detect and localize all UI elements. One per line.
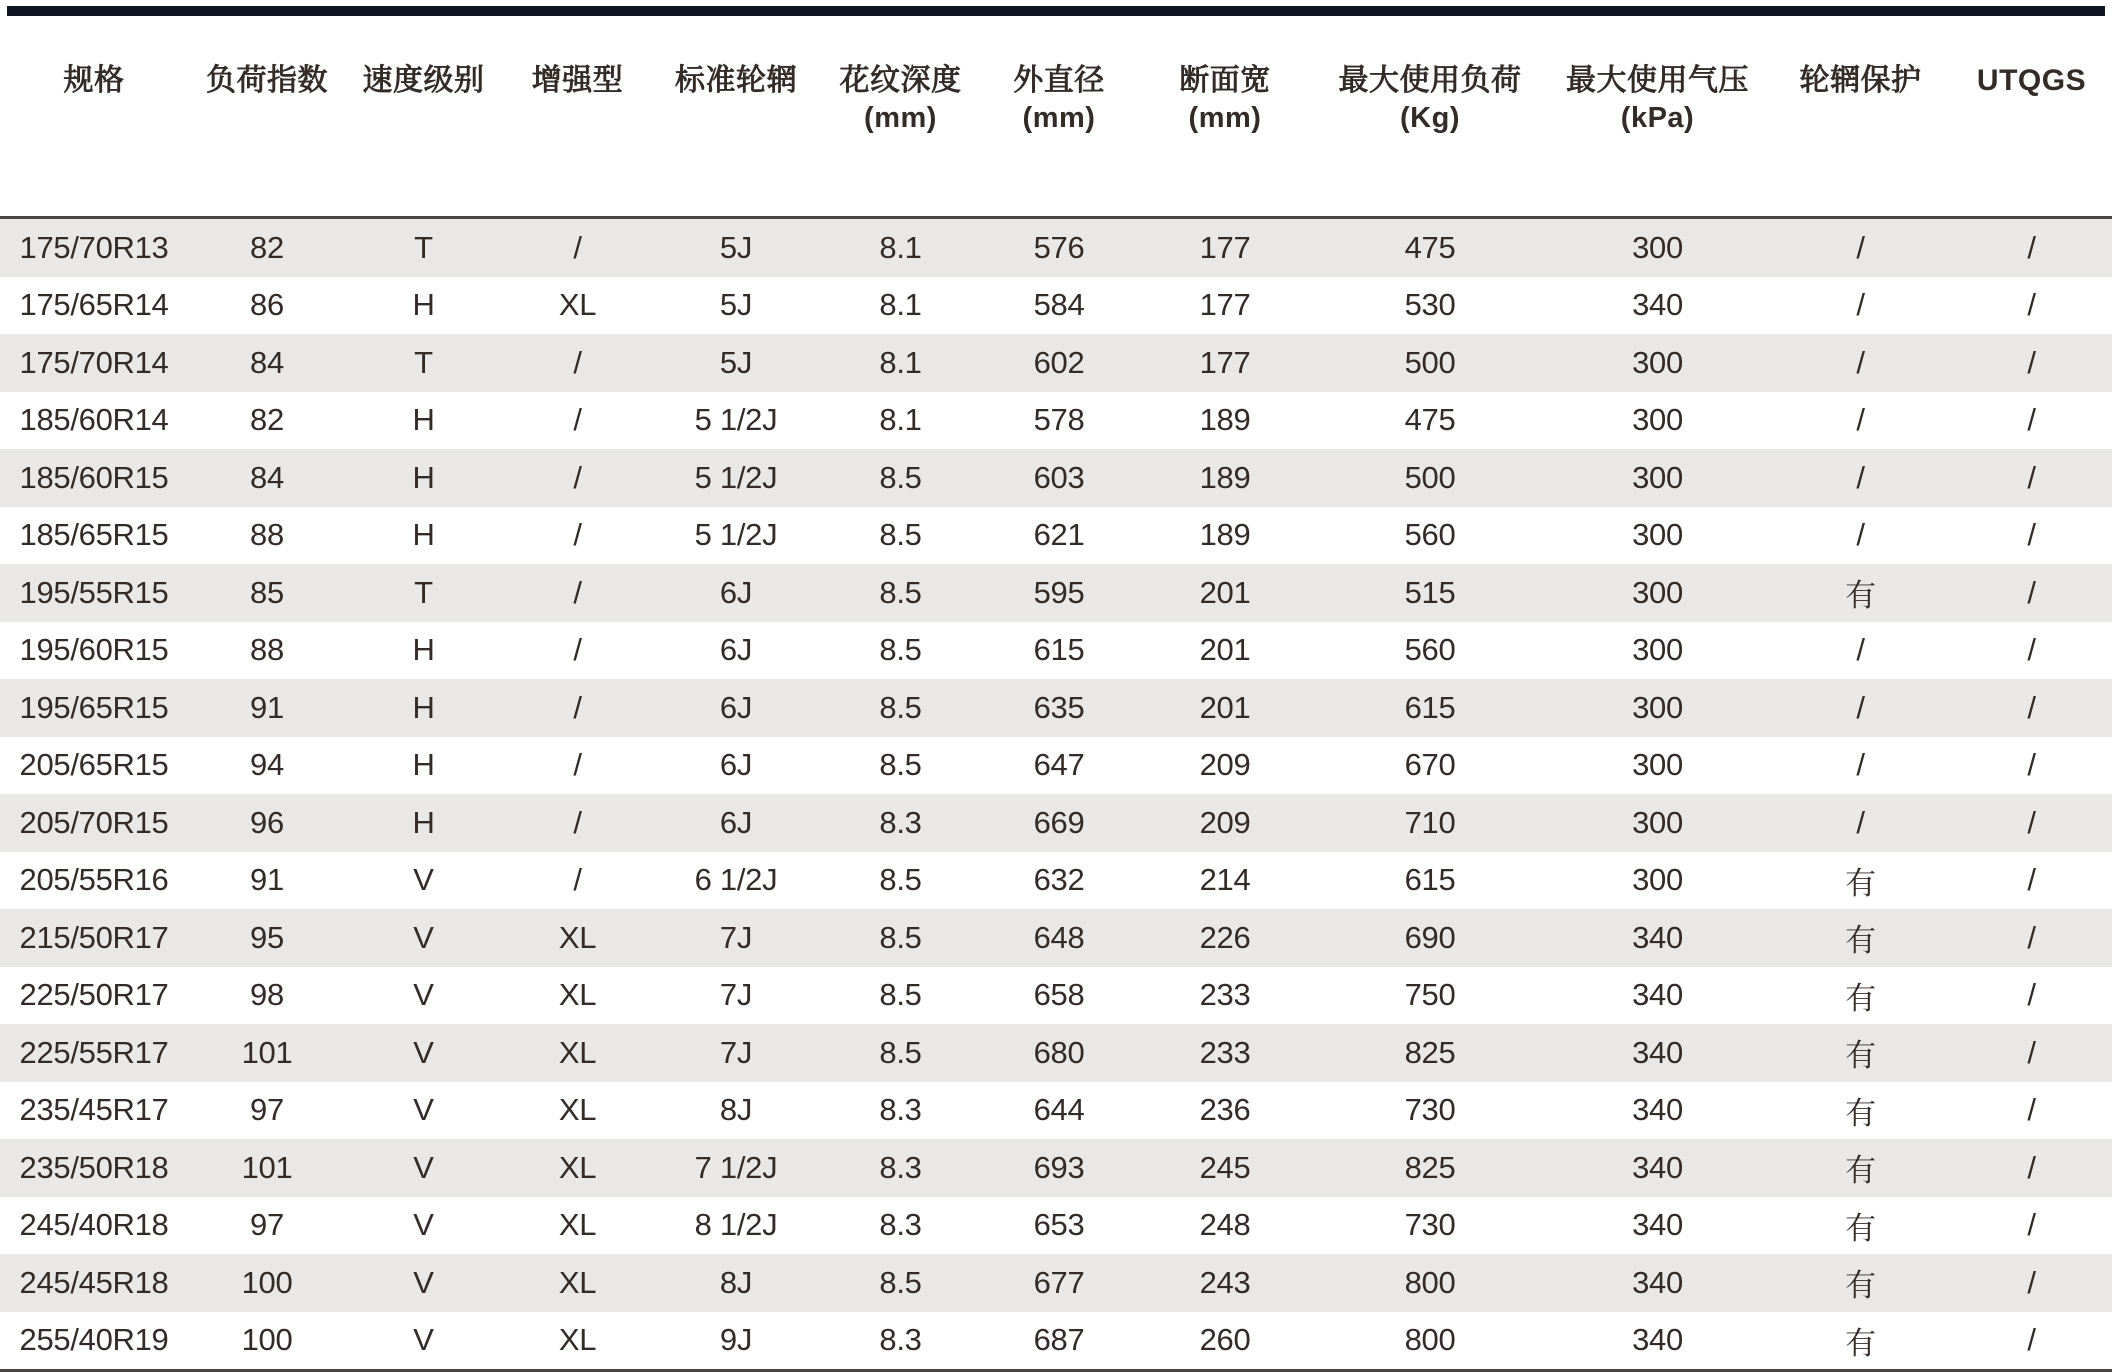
table-cell: 693 [1033, 1149, 1085, 1185]
table-row [0, 1024, 2112, 1082]
table-cell: 201 [1199, 689, 1251, 725]
table-cell: T [414, 229, 433, 265]
table-cell: 615 [1404, 689, 1456, 725]
table-cell: / [1856, 747, 1865, 783]
column-header [654, 0, 818, 218]
table-cell: 340 [1632, 1149, 1683, 1185]
table-cell: V [413, 1034, 434, 1070]
table-cell: 有 [1845, 865, 1876, 901]
table-cell: 195/55R15 [19, 574, 169, 610]
table-cell: 680 [1033, 1034, 1085, 1070]
table-cell: T [414, 574, 433, 610]
column-header-unit: (Kg) [1400, 102, 1460, 134]
table-cell: 100 [241, 1264, 293, 1300]
table-cell: 300 [1632, 689, 1683, 725]
column-header-label: 断面宽 [1179, 64, 1271, 97]
table-cell: 8.1 [879, 344, 922, 380]
table-cell: 300 [1632, 804, 1683, 840]
table-cell: 300 [1632, 344, 1683, 380]
table-cell: 225/55R17 [19, 1034, 169, 1070]
table-cell: / [2027, 1264, 2036, 1300]
table-cell: 91 [250, 862, 284, 898]
table-cell: 84 [250, 344, 284, 380]
table-cell: 97 [250, 1207, 284, 1243]
table-cell: 88 [250, 632, 284, 668]
table-cell: 632 [1033, 862, 1085, 898]
table-cell: 235/45R17 [19, 1092, 169, 1128]
column-header-label: 标准轮辋 [675, 64, 797, 97]
table-cell: 226 [1199, 919, 1251, 955]
table-cell: 730 [1404, 1207, 1456, 1243]
column-header [1315, 0, 1545, 218]
table-cell: / [2027, 344, 2036, 380]
table-row [0, 967, 2112, 1025]
table-cell: 95 [250, 919, 284, 955]
table-cell: 5 1/2J [694, 517, 778, 553]
table-cell: 615 [1033, 632, 1085, 668]
table-row [0, 794, 2112, 852]
table-cell: 94 [250, 747, 284, 783]
table-cell: / [573, 402, 582, 438]
table-cell: 225/50R17 [19, 977, 169, 1013]
column-header [188, 0, 346, 218]
table-cell: / [1856, 517, 1865, 553]
table-cell: 101 [241, 1034, 293, 1070]
table-cell: 687 [983, 1312, 1135, 1371]
table-row [0, 909, 2112, 967]
table-cell: 245/40R18 [19, 1207, 169, 1243]
column-header-label: 轮辋保护 [1799, 64, 1922, 97]
table-cell: 185/65R15 [19, 517, 169, 553]
table-cell: / [1856, 804, 1865, 840]
table-cell: 750 [1404, 977, 1456, 1013]
table-cell: 235/50R18 [19, 1149, 169, 1185]
table-cell: 340 [1632, 1092, 1683, 1128]
header-row [0, 0, 2112, 218]
table-cell: 177 [1199, 344, 1251, 380]
table-cell: / [1856, 632, 1865, 668]
table-cell: / [573, 689, 582, 725]
table-header [0, 0, 2112, 218]
table-cell: 8.1 [879, 229, 922, 265]
table-cell: 8.3 [879, 1149, 922, 1185]
table-cell: 475 [1404, 402, 1456, 438]
table-cell: 84 [250, 459, 284, 495]
column-header-label: 增强型 [531, 64, 624, 97]
table-cell: / [2027, 402, 2036, 438]
table-cell: 175/70R14 [19, 344, 169, 380]
table-cell: XL [558, 1092, 597, 1128]
table-cell: 8.5 [879, 919, 922, 955]
table-row [0, 277, 2112, 335]
table-cell: XL [558, 919, 597, 955]
table-cell: 243 [1199, 1264, 1251, 1300]
column-header-label: 花纹深度 [839, 64, 962, 97]
table-cell: 8.3 [879, 1092, 922, 1128]
table-cell: 5J [719, 344, 753, 380]
table-cell: 621 [1033, 517, 1085, 553]
table-cell: 5 1/2J [694, 459, 778, 495]
table-cell: V [413, 977, 434, 1013]
table-cell: 177 [1199, 287, 1251, 323]
table-row [0, 507, 2112, 565]
table-cell: 5J [719, 287, 753, 323]
table-cell: 201 [1199, 574, 1251, 610]
table-cell: 185/60R15 [19, 459, 169, 495]
table-cell: 635 [1033, 689, 1085, 725]
table-cell: 615 [1404, 862, 1456, 898]
table-cell: 475 [1404, 229, 1456, 265]
table-cell: XL [558, 1034, 597, 1070]
table-row [0, 218, 2112, 277]
table-cell: 6J [719, 632, 753, 668]
table-cell: 500 [1404, 344, 1456, 380]
table-cell: 195/65R15 [19, 689, 169, 725]
column-header [0, 0, 188, 218]
table-cell: / [573, 804, 582, 840]
table-cell: V [413, 1207, 434, 1243]
table-cell: 有 [1845, 1153, 1876, 1189]
table-row [0, 392, 2112, 450]
table-cell: V [346, 1312, 501, 1371]
table-cell: / [2027, 632, 2036, 668]
column-header-unit: (mm) [1188, 102, 1262, 134]
table-cell: / [2027, 1149, 2036, 1185]
table-cell: 647 [1033, 747, 1085, 783]
table-cell: 340 [1632, 1264, 1683, 1300]
table-cell: 201 [1199, 632, 1251, 668]
table-cell: 189 [1199, 517, 1251, 553]
table-cell: / [1856, 402, 1865, 438]
table-cell: 690 [1404, 919, 1456, 955]
table-cell: 340 [1632, 977, 1683, 1013]
table-cell: 500 [1404, 459, 1456, 495]
table-row [0, 622, 2112, 680]
table-cell: 8.5 [879, 459, 922, 495]
table-cell: 175/70R13 [19, 229, 169, 265]
table-cell: 340 [1632, 1034, 1683, 1070]
table-cell: H [412, 804, 435, 840]
table-cell: 有 [1845, 578, 1876, 614]
table-cell: 8.5 [879, 632, 922, 668]
table-cell: / [1856, 287, 1865, 323]
table-cell: 有 [1845, 1095, 1876, 1131]
column-header-label: 负荷指数 [206, 64, 328, 97]
table-cell: H [412, 747, 435, 783]
table-cell: V [413, 1092, 434, 1128]
table-cell: 9J [654, 1312, 818, 1371]
table-cell: / [573, 747, 582, 783]
table-cell: H [412, 689, 435, 725]
table-cell: / [2027, 459, 2036, 495]
table-cell: / [2027, 919, 2036, 955]
table-cell: / [573, 344, 582, 380]
table-cell: 175/65R14 [19, 287, 169, 323]
table-cell: / [2027, 287, 2036, 323]
table-cell: 205/55R16 [19, 862, 169, 898]
table-cell: 595 [1033, 574, 1085, 610]
table-cell: 300 [1632, 632, 1683, 668]
table-cell: 7 1/2J [694, 1149, 778, 1185]
column-header [983, 0, 1135, 218]
table-cell: 177 [1199, 229, 1251, 265]
table-cell: 8.5 [879, 977, 922, 1013]
table-cell: 205/65R15 [19, 747, 169, 783]
table-cell: / [1856, 689, 1865, 725]
table-cell: 85 [250, 574, 284, 610]
table-cell: 8.3 [879, 804, 922, 840]
table-cell: 730 [1404, 1092, 1456, 1128]
column-header [1951, 0, 2112, 218]
table-cell: V [413, 919, 434, 955]
table-cell: / [573, 574, 582, 610]
column-header-label: 规格 [63, 64, 125, 97]
table-cell: 82 [250, 402, 284, 438]
table-cell: 800 [1315, 1312, 1545, 1371]
table-cell: / [2027, 747, 2036, 783]
column-header-unit: (mm) [1022, 102, 1096, 134]
table-cell: 有 [1845, 1268, 1876, 1304]
table-cell: 236 [1199, 1092, 1251, 1128]
table-cell: 有 [1845, 980, 1876, 1016]
column-header [818, 0, 983, 218]
table-cell: 578 [1033, 402, 1085, 438]
table-cell: 300 [1632, 862, 1683, 898]
column-header-label: 最大使用气压 [1566, 64, 1749, 97]
table-cell: XL [558, 1149, 597, 1185]
table-cell: 91 [250, 689, 284, 725]
table-cell: 有 [1845, 1210, 1876, 1246]
table-cell: H [412, 402, 435, 438]
table-cell: 86 [250, 287, 284, 323]
table-cell: H [412, 517, 435, 553]
table-cell: / [573, 517, 582, 553]
table-cell: 560 [1404, 517, 1456, 553]
table-cell: 8.5 [879, 574, 922, 610]
column-header-unit: (kPa) [1620, 102, 1695, 134]
table-cell: 560 [1404, 632, 1456, 668]
table-cell: 300 [1632, 402, 1683, 438]
table-cell: 8.5 [879, 1034, 922, 1070]
table-cell: V [413, 862, 434, 898]
table-cell: / [2027, 1207, 2036, 1243]
column-header-label: 外直径 [1013, 64, 1105, 97]
table-cell: XL [558, 1207, 597, 1243]
table-cell: 215/50R17 [19, 919, 169, 955]
table-cell: / [1856, 459, 1865, 495]
table-cell: 515 [1404, 574, 1456, 610]
table-cell: 195/60R15 [19, 632, 169, 668]
table-cell: / [2027, 977, 2036, 1013]
table-cell: 530 [1404, 287, 1456, 323]
table-cell: 248 [1199, 1207, 1251, 1243]
table-cell: T [414, 344, 433, 380]
table-cell: 644 [1033, 1092, 1085, 1128]
table-cell: 677 [1033, 1264, 1085, 1300]
table-cell: 340 [1632, 1207, 1683, 1243]
table-cell: 8.5 [879, 517, 922, 553]
table-cell: / [2027, 689, 2036, 725]
table-cell: / [573, 632, 582, 668]
column-header [1770, 0, 1951, 218]
table-cell: 340 [1632, 287, 1683, 323]
table-cell: 340 [1632, 919, 1683, 955]
table-cell: 101 [241, 1149, 293, 1185]
table-cell: 82 [250, 229, 284, 265]
table-cell: 825 [1404, 1034, 1456, 1070]
table-cell: / [2027, 517, 2036, 553]
table-row [0, 679, 2112, 737]
table-cell: 255/40R19 [0, 1312, 188, 1371]
table-cell: 6J [719, 804, 753, 840]
table-cell: 205/70R15 [19, 804, 169, 840]
table-cell: 576 [1033, 229, 1085, 265]
table-cell: 8 1/2J [694, 1207, 778, 1243]
table-row [0, 1197, 2112, 1255]
table-cell: XL [558, 977, 597, 1013]
table-cell: 233 [1199, 977, 1251, 1013]
table-cell: / [1856, 229, 1865, 265]
table-body [0, 218, 2112, 1371]
table-cell: 584 [1033, 287, 1085, 323]
table-cell: 5J [719, 229, 753, 265]
table-cell: 214 [1199, 862, 1251, 898]
table-cell: 8.3 [879, 1207, 922, 1243]
table-cell: / [1856, 344, 1865, 380]
column-header-label: 最大使用负荷 [1338, 64, 1522, 97]
table-cell: 8.1 [879, 287, 922, 323]
table-cell: 300 [1632, 574, 1683, 610]
table-cell: 97 [250, 1092, 284, 1128]
table-cell: 8.5 [879, 747, 922, 783]
table-cell: 800 [1404, 1264, 1456, 1300]
table-cell: 209 [1199, 804, 1251, 840]
table-cell: 245/45R18 [19, 1264, 169, 1300]
table-cell: 8.3 [818, 1312, 983, 1371]
table-cell: H [412, 287, 435, 323]
table-cell: XL [558, 287, 597, 323]
table-cell: 648 [1033, 919, 1085, 955]
table-cell: 有 [1845, 1038, 1876, 1074]
table-row [0, 1082, 2112, 1140]
table-cell: 300 [1632, 517, 1683, 553]
table-cell: 8.5 [879, 862, 922, 898]
table-cell: 260 [1135, 1312, 1315, 1371]
table-row [0, 1139, 2112, 1197]
table-cell: V [413, 1149, 434, 1185]
table-cell: 185/60R14 [19, 402, 169, 438]
table-cell: 189 [1199, 459, 1251, 495]
table-cell: / [2027, 574, 2036, 610]
table-cell: 233 [1199, 1034, 1251, 1070]
table-cell: H [412, 632, 435, 668]
table-cell: 653 [1033, 1207, 1085, 1243]
table-cell: 300 [1632, 747, 1683, 783]
column-header [1135, 0, 1315, 218]
table-cell: 602 [1033, 344, 1085, 380]
table-cell: 8.5 [879, 689, 922, 725]
table-row [0, 564, 2112, 622]
table-row [0, 449, 2112, 507]
table-cell: 5 1/2J [694, 402, 778, 438]
table-row [0, 737, 2112, 795]
table-row [0, 1312, 2112, 1371]
table-cell: 669 [1033, 804, 1085, 840]
table-cell: 300 [1632, 229, 1683, 265]
table-cell: 340 [1545, 1312, 1770, 1371]
table-cell: 710 [1404, 804, 1456, 840]
table-cell: / [2027, 1034, 2036, 1070]
table-cell: 96 [250, 804, 284, 840]
table-cell: / [573, 229, 582, 265]
table-cell: 670 [1404, 747, 1456, 783]
table-cell: 8.1 [879, 402, 922, 438]
table-cell: 88 [250, 517, 284, 553]
table-cell: 6 1/2J [694, 862, 778, 898]
table-cell: 300 [1632, 459, 1683, 495]
table-cell: 8J [719, 1092, 753, 1128]
table-row [0, 334, 2112, 392]
table-cell: / [2027, 1092, 2036, 1128]
column-header [501, 0, 654, 218]
table-cell: 100 [188, 1312, 346, 1371]
table-cell: 6J [719, 747, 753, 783]
table-cell: 7J [719, 977, 753, 1013]
table-cell: 7J [719, 1034, 753, 1070]
table-cell: H [412, 459, 435, 495]
table-cell: / [2027, 804, 2036, 840]
table-cell: XL [501, 1312, 654, 1371]
column-header [1545, 0, 1770, 218]
table-cell: / [2027, 229, 2036, 265]
table-cell: / [1951, 1312, 2112, 1371]
table-cell: / [573, 459, 582, 495]
column-header-unit: (mm) [864, 102, 937, 134]
table-cell: 98 [250, 977, 284, 1013]
table-cell: 6J [719, 689, 753, 725]
table-row [0, 852, 2112, 910]
table-cell: XL [558, 1264, 597, 1300]
table-cell: / [2027, 862, 2036, 898]
table-cell: 245 [1199, 1149, 1251, 1185]
table-cell: 6J [719, 574, 753, 610]
table-cell: 658 [1033, 977, 1085, 1013]
table-cell: V [413, 1264, 434, 1300]
table-cell: 8.5 [879, 1264, 922, 1300]
table-cell: 有 [1770, 1312, 1951, 1371]
table-cell: / [573, 862, 582, 898]
column-header-label: 速度级别 [362, 64, 485, 97]
column-header [346, 0, 501, 218]
table-cell: 7J [719, 919, 753, 955]
table-cell: 603 [1033, 459, 1085, 495]
table-cell: 189 [1199, 402, 1251, 438]
table-cell: 825 [1404, 1149, 1456, 1185]
table-cell: 209 [1199, 747, 1251, 783]
table-cell: 8J [719, 1264, 753, 1300]
table-row [0, 1254, 2112, 1312]
table-cell: 有 [1845, 923, 1876, 959]
column-header-label: UTQGS [1976, 64, 2087, 97]
